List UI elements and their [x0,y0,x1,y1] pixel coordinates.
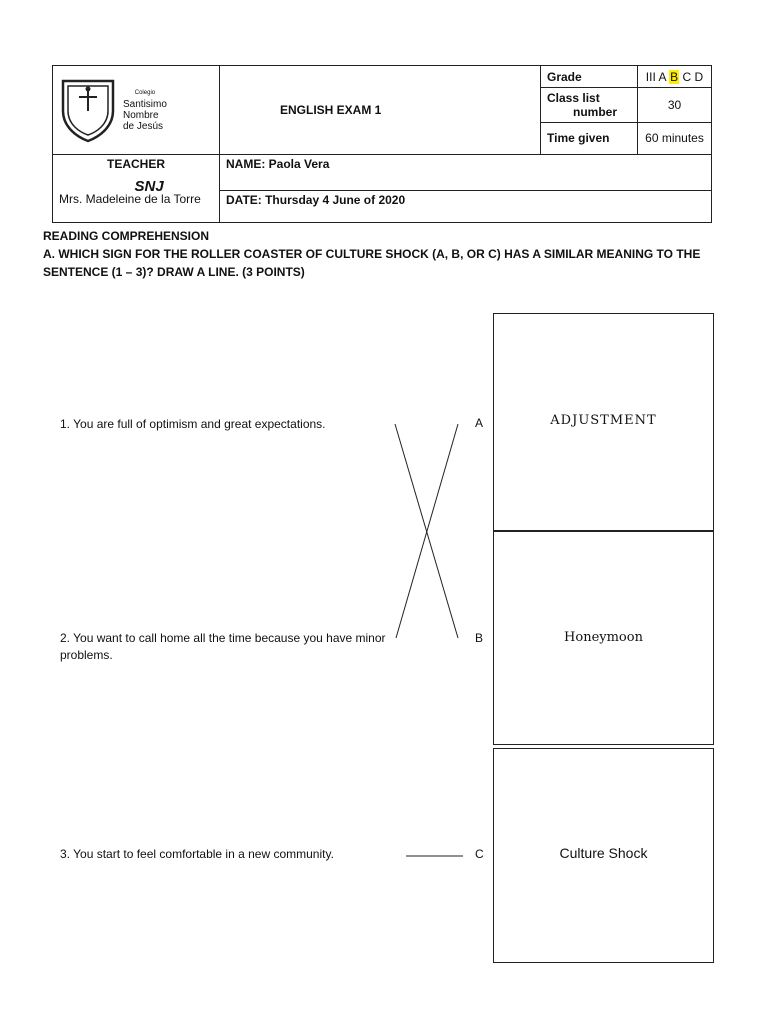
grade-selected: B [670,69,679,84]
grade-label: Grade [541,66,638,88]
time-value: 60 minutes [638,122,712,154]
section-instruction: A. WHICH SIGN FOR THE ROLLER COASTER OF CULTURE SHOCK (A, B, OR C) HAS A SIMILAR MEANING TO THE SENTENCE (1 – 3)? DRAW A LINE. (3 POINTS) [43,247,701,279]
letter-a: A [475,416,484,430]
classlist-value: 30 [638,88,712,122]
item-3-text: 3. You start to feel comfortable in a new community. [60,847,334,861]
student-name: NAME: Paola Vera [220,155,712,191]
sign-label-c: Culture Shock [559,845,648,861]
exam-date: DATE: Thursday 4 June of 2020 [220,191,712,223]
item-2-text: 2. You want to call home all the time because you have minor problems. [60,631,386,662]
section-title: READING COMPREHENSION [43,229,210,243]
exam-title: ENGLISH EXAM 1 [220,66,541,155]
sign-label-a: ADJUSTMENT [550,413,657,428]
classlist-label: Class list number [541,88,638,122]
sign-label-b: Honeymoon [564,630,643,645]
school-name-line2: Nombre [123,110,159,121]
teacher-name: Mrs. Madeleine de la Torre [59,192,201,206]
school-name-small: Colegio [134,90,156,96]
school-name-line3: de Jesús [123,121,164,132]
logo-initials: SNJ [134,177,164,195]
letter-c: C [475,847,484,861]
item-1-text: 1. You are full of optimism and great expectations. [60,417,326,431]
teacher-label: TEACHER [106,157,165,171]
school-name-line1: Santisimo [123,99,167,110]
letter-b: B [475,631,484,645]
grade-value: III A B C D [638,66,712,88]
time-label: Time given [541,122,638,154]
